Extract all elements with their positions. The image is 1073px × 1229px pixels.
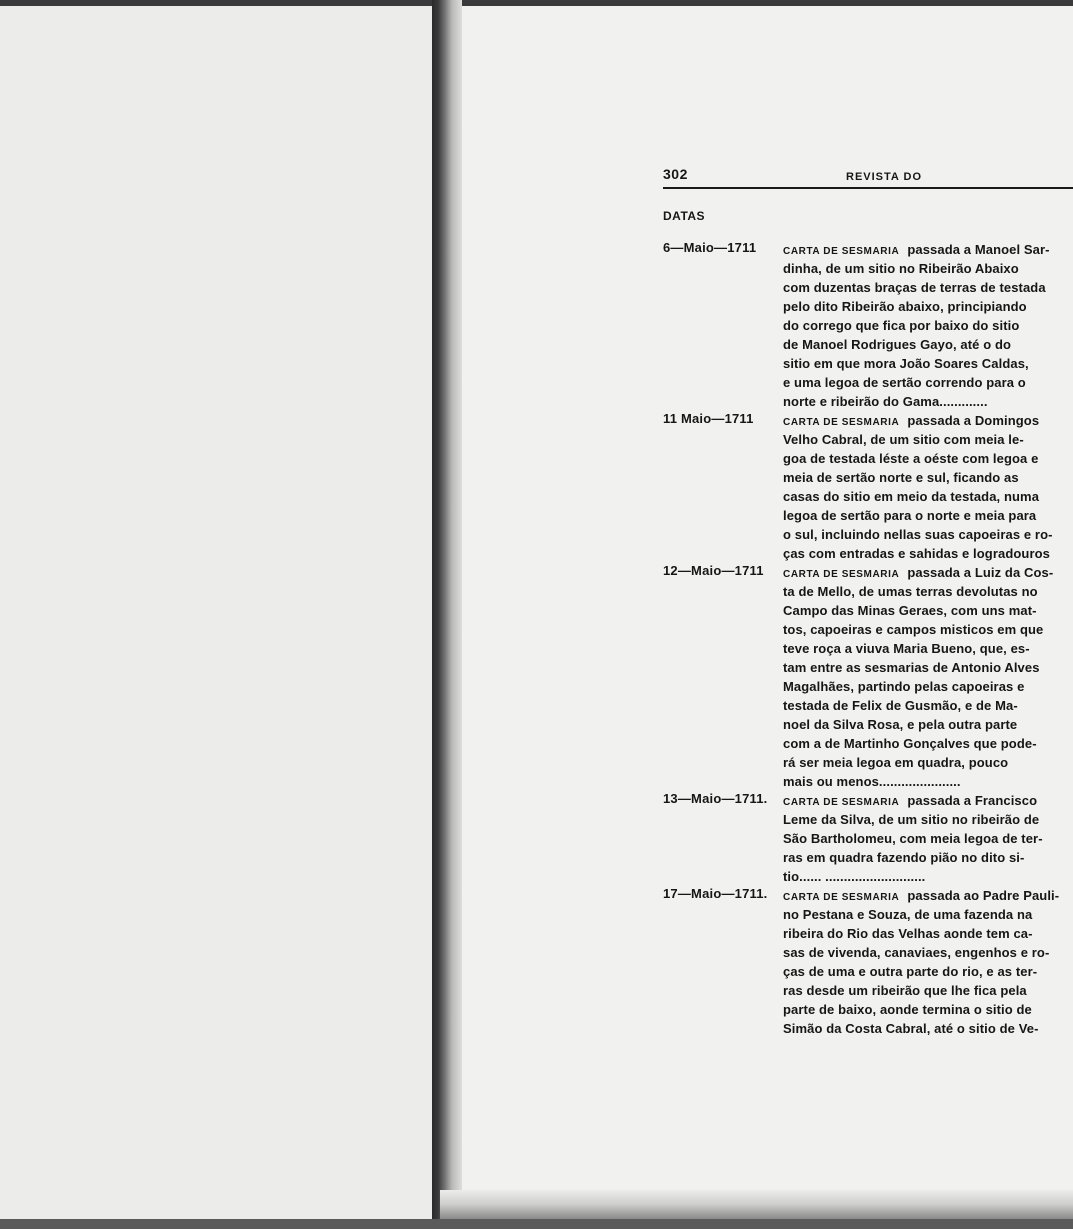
- entry-line: ras desde um ribeirão que lhe fica pela: [783, 983, 1027, 998]
- entry-line: Leme da Silva, de um sitio no ribeirão de: [783, 812, 1040, 827]
- entry-line: tam entre as sesmarias de Antonio Alves: [783, 660, 1040, 675]
- entry-line: ças com entradas e sahidas e logradouros: [783, 546, 1050, 561]
- entry-caption: CARTA DE SESMARIA: [783, 797, 900, 808]
- entry-line: e uma legoa de sertão correndo para o: [783, 375, 1026, 390]
- entry-line: CARTA DE SESMARIA passada a Francisco: [783, 793, 1038, 808]
- entry-line: casas do sitio em meio da testada, numa: [783, 489, 1040, 504]
- column-heading: DATAS: [663, 209, 706, 223]
- entry-caption: CARTA DE SESMARIA: [783, 892, 900, 903]
- entry-line: goa de testada léste a oéste com legoa e: [783, 451, 1039, 466]
- entry-caption: CARTA DE SESMARIA: [783, 417, 900, 428]
- entry-line: CARTA DE SESMARIA passada ao Padre Pauli-: [783, 888, 1060, 903]
- entry-line: Velho Cabral, de um sitio com meia le-: [783, 432, 1024, 447]
- entry-date: 11 Maio—1711: [663, 411, 754, 426]
- entry-line: CARTA DE SESMARIA passada a Luiz da Cos-: [783, 565, 1054, 580]
- page-bottom-shadow: [440, 1190, 1073, 1219]
- entry-line: de Manoel Rodrigues Gayo, até o do: [783, 337, 1012, 352]
- entry-line: legoa de sertão para o norte e meia para: [783, 508, 1037, 523]
- entry-line: tio...... ...........................: [783, 869, 926, 884]
- entry-line: pelo dito Ribeirão abaixo, principiando: [783, 299, 1027, 314]
- entry-caption: CARTA DE SESMARIA: [783, 569, 900, 580]
- entry-line: testada de Felix de Gusmão, e de Ma-: [783, 698, 1018, 713]
- entry-text: [783, 411, 1073, 563]
- entry-line: o sul, incluindo nellas suas capoeiras e ro-: [783, 527, 1053, 542]
- entry-date: 17—Maio—1711.: [663, 886, 768, 901]
- entry-text: [783, 886, 1073, 1038]
- entry-date: 12—Maio—1711: [663, 563, 764, 578]
- entry-line: sas de vivenda, canaviaes, engenhos e ro-: [783, 945, 1050, 960]
- entry-line: CARTA DE SESMARIA passada a Manoel Sar-: [783, 242, 1050, 257]
- entry-line: Campo das Minas Geraes, com uns mat-: [783, 603, 1037, 618]
- entry-text: [783, 563, 1073, 791]
- entry-line: mais ou menos......................: [783, 774, 961, 789]
- entry-caption: CARTA DE SESMARIA: [783, 246, 900, 257]
- entry-line: rá ser meia legoa em quadra, pouco: [783, 755, 1009, 770]
- entry-line: dinha, de um sitio no Ribeirão Abaixo: [783, 261, 1019, 276]
- entry-line: CARTA DE SESMARIA passada a Domingos: [783, 413, 1040, 428]
- running-title: REVISTA DO: [846, 171, 923, 183]
- entry-line: sitio em que mora João Soares Caldas,: [783, 356, 1029, 371]
- book-spine-shadow: [432, 0, 462, 1229]
- entry-line: norte e ribeirão do Gama.............: [783, 394, 988, 409]
- entry-line: Simão da Costa Cabral, até o sitio de Ve-: [783, 1021, 1039, 1036]
- entry-line: Magalhães, partindo pelas capoeiras e: [783, 679, 1025, 694]
- entry-date: 6—Maio—1711: [663, 240, 757, 255]
- page-number: 302: [663, 166, 688, 182]
- entry-line: ribeira do Rio das Velhas aonde tem ca-: [783, 926, 1033, 941]
- entry-line: com duzentas braças de terras de testada: [783, 280, 1046, 295]
- entry-line: do corrego que fica por baixo do sitio: [783, 318, 1020, 333]
- entry-line: tos, capoeiras e campos misticos em que: [783, 622, 1044, 637]
- entry-line: meia de sertão norte e sul, ficando as: [783, 470, 1019, 485]
- entry-line: ras em quadra fazendo pião no dito si-: [783, 850, 1025, 865]
- header-rule: [663, 187, 1073, 189]
- entry-date: 13—Maio—1711.: [663, 791, 768, 806]
- scan-bottom-edge: [0, 1219, 1073, 1229]
- entry-line: teve roça a viuva Maria Bueno, que, es-: [783, 641, 1030, 656]
- entry-line: noel da Silva Rosa, e pela outra parte: [783, 717, 1018, 732]
- entry-line: ta de Mello, de umas terras devolutas no: [783, 584, 1038, 599]
- entry-line: ças de uma e outra parte do rio, e as ter-: [783, 964, 1038, 979]
- entry-text: [783, 240, 1073, 411]
- entry-text: [783, 791, 1073, 886]
- entry-line: parte de baixo, aonde termina o sitio de: [783, 1002, 1032, 1017]
- entry-line: São Bartholomeu, com meia legoa de ter-: [783, 831, 1043, 846]
- entry-line: no Pestana e Souza, de uma fazenda na: [783, 907, 1033, 922]
- entry-line: com a de Martinho Gonçalves que pode-: [783, 736, 1037, 751]
